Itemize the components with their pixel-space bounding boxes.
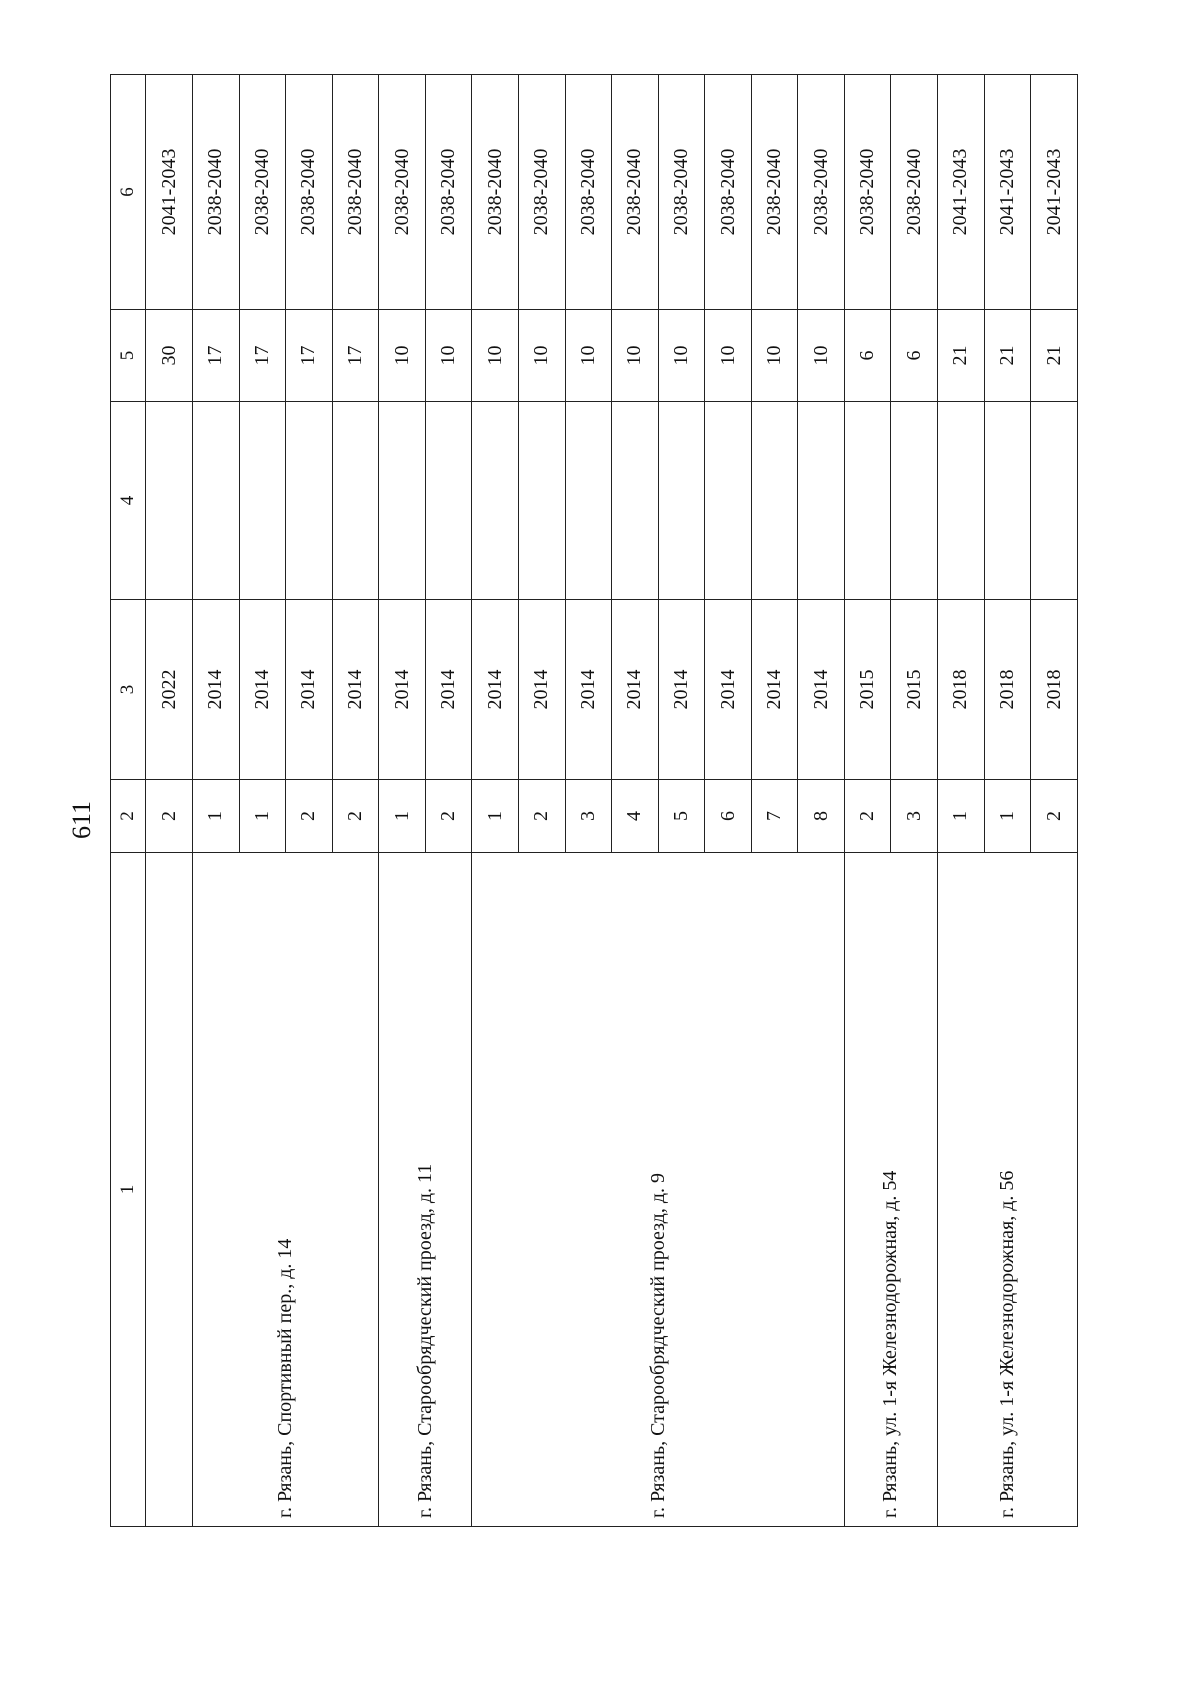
cell-c2: 6	[705, 780, 752, 853]
header-cell-6: 6	[111, 75, 146, 310]
cell-c4	[146, 402, 193, 600]
cell-c5: 10	[751, 310, 798, 402]
cell-c3: 2018	[984, 600, 1031, 780]
cell-c5: 21	[938, 310, 985, 402]
cell-c4	[984, 402, 1031, 600]
cell-c3: 2014	[379, 600, 426, 780]
address-cell: г. Рязань, Старообрядческий проезд, д. 9	[472, 853, 845, 1527]
header-cell-4: 4	[111, 402, 146, 600]
cell-c5: 10	[612, 310, 659, 402]
cell-c4	[332, 402, 379, 600]
table-row	[938, 75, 985, 1527]
cell-c6: 2038-2040	[658, 75, 705, 310]
cell-c6: 2038-2040	[379, 75, 426, 310]
cell-c2: 3	[891, 780, 938, 853]
table-row	[193, 75, 240, 1527]
cell-c3: 2014	[239, 600, 286, 780]
cell-c5: 10	[705, 310, 752, 402]
cell-c5: 21	[1031, 310, 1078, 402]
cell-c4	[1031, 402, 1078, 600]
header-cell-3: 3	[111, 600, 146, 780]
address-cell: г. Рязань, ул. 1-я Железнодорожная, д. 54	[844, 853, 937, 1527]
cell-c3: 2014	[751, 600, 798, 780]
data-table	[110, 74, 1078, 1527]
table-row	[379, 75, 426, 1527]
cell-c3: 2014	[705, 600, 752, 780]
cell-c6: 2038-2040	[844, 75, 891, 310]
cell-c3: 2022	[146, 600, 193, 780]
cell-c4	[938, 402, 985, 600]
cell-c2: 1	[984, 780, 1031, 853]
table-row	[844, 75, 891, 1527]
cell-c2: 2	[1031, 780, 1078, 853]
cell-c6: 2038-2040	[705, 75, 752, 310]
cell-c3: 2014	[798, 600, 845, 780]
cell-c5: 6	[891, 310, 938, 402]
cell-c3: 2015	[844, 600, 891, 780]
cell-c3: 2014	[425, 600, 472, 780]
cell-c2: 2	[332, 780, 379, 853]
cell-c5: 17	[193, 310, 240, 402]
cell-c2: 1	[379, 780, 426, 853]
cell-c2: 8	[798, 780, 845, 853]
cell-c5: 10	[565, 310, 612, 402]
cell-c2: 5	[658, 780, 705, 853]
cell-c4	[425, 402, 472, 600]
cell-c6: 2038-2040	[891, 75, 938, 310]
cell-c4	[705, 402, 752, 600]
address-cell: г. Рязань, ул. 1-я Железнодорожная, д. 56	[938, 853, 1078, 1527]
cell-c5: 10	[472, 310, 519, 402]
cell-c3: 2014	[286, 600, 333, 780]
address-cell: г. Рязань, Спортивный пер., д. 14	[193, 853, 379, 1527]
header-cell-5: 5	[111, 310, 146, 402]
cell-c2: 2	[518, 780, 565, 853]
cell-c2: 1	[239, 780, 286, 853]
cell-c5: 10	[518, 310, 565, 402]
cell-c4	[891, 402, 938, 600]
cell-c4	[239, 402, 286, 600]
cell-c3: 2018	[938, 600, 985, 780]
rotated-table-sheet	[110, 75, 1078, 1527]
cell-c6: 2038-2040	[798, 75, 845, 310]
cell-c4	[798, 402, 845, 600]
cell-c6: 2038-2040	[425, 75, 472, 310]
cell-c6: 2038-2040	[239, 75, 286, 310]
cell-c6: 2038-2040	[193, 75, 240, 310]
cell-c5: 10	[658, 310, 705, 402]
table-row	[472, 75, 519, 1527]
cell-c3: 2018	[1031, 600, 1078, 780]
table-row	[146, 75, 193, 1527]
cell-c3: 2015	[891, 600, 938, 780]
header-row	[111, 75, 146, 1527]
cell-c2: 3	[565, 780, 612, 853]
cell-c2: 2	[146, 780, 193, 853]
cell-c6: 2038-2040	[332, 75, 379, 310]
cell-c5: 6	[844, 310, 891, 402]
page-number: 611	[67, 800, 96, 840]
cell-c3: 2014	[565, 600, 612, 780]
cell-c6: 2038-2040	[565, 75, 612, 310]
cell-c2: 1	[472, 780, 519, 853]
cell-c2: 7	[751, 780, 798, 853]
cell-c2: 2	[844, 780, 891, 853]
cell-c4	[565, 402, 612, 600]
cell-c4	[751, 402, 798, 600]
cell-c2: 2	[286, 780, 333, 853]
cell-c2: 1	[938, 780, 985, 853]
address-cell: г. Рязань, Старообрядческий проезд, д. 11	[379, 853, 472, 1527]
cell-c5: 10	[379, 310, 426, 402]
cell-c6: 2038-2040	[612, 75, 659, 310]
cell-c4	[658, 402, 705, 600]
cell-c5: 30	[146, 310, 193, 402]
cell-c4	[379, 402, 426, 600]
cell-c4	[612, 402, 659, 600]
header-cell-1: 1	[111, 853, 146, 1527]
cell-c5: 17	[286, 310, 333, 402]
header-cell-2: 2	[111, 780, 146, 853]
cell-c5: 10	[425, 310, 472, 402]
cell-c6: 2038-2040	[472, 75, 519, 310]
address-cell	[146, 853, 193, 1527]
cell-c6: 2041-2043	[938, 75, 985, 310]
cell-c3: 2014	[332, 600, 379, 780]
cell-c5: 21	[984, 310, 1031, 402]
cell-c6: 2041-2043	[1031, 75, 1078, 310]
cell-c5: 17	[332, 310, 379, 402]
table-body	[111, 75, 1078, 1527]
cell-c6: 2041-2043	[984, 75, 1031, 310]
cell-c6: 2038-2040	[751, 75, 798, 310]
cell-c3: 2014	[472, 600, 519, 780]
cell-c3: 2014	[612, 600, 659, 780]
cell-c2: 2	[425, 780, 472, 853]
cell-c2: 1	[193, 780, 240, 853]
cell-c3: 2014	[658, 600, 705, 780]
cell-c6: 2038-2040	[286, 75, 333, 310]
cell-c5: 17	[239, 310, 286, 402]
cell-c4	[518, 402, 565, 600]
cell-c4	[193, 402, 240, 600]
cell-c4	[286, 402, 333, 600]
cell-c5: 10	[798, 310, 845, 402]
cell-c3: 2014	[193, 600, 240, 780]
cell-c6: 2041-2043	[146, 75, 193, 310]
cell-c3: 2014	[518, 600, 565, 780]
cell-c6: 2038-2040	[518, 75, 565, 310]
cell-c2: 4	[612, 780, 659, 853]
cell-c4	[844, 402, 891, 600]
cell-c4	[472, 402, 519, 600]
